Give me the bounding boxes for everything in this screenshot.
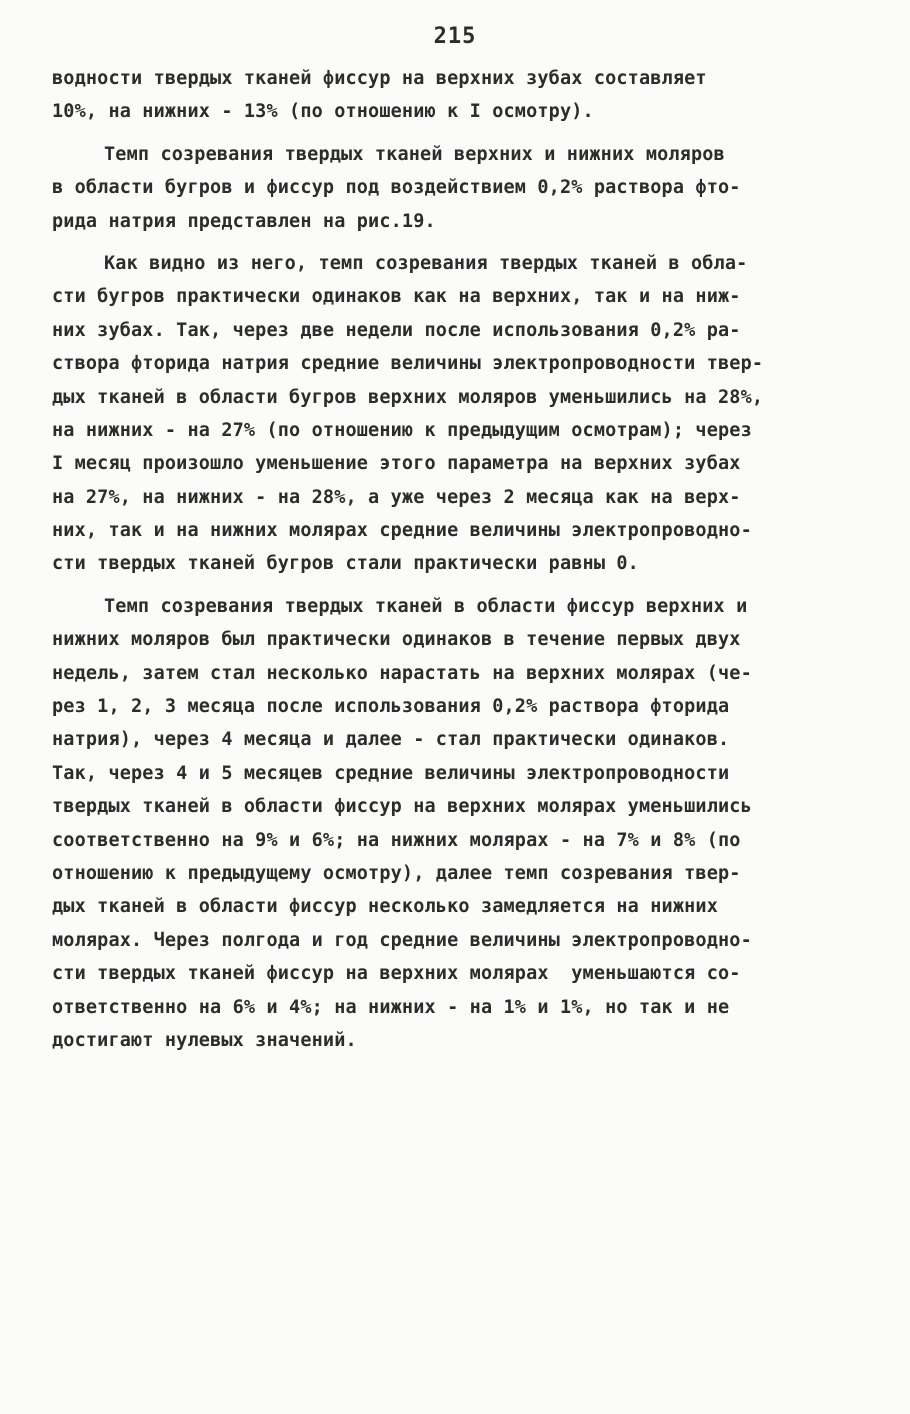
text-line: в области бугров и фиссур под воздействием 0,2% раствора фто-: [52, 177, 741, 199]
text-line: них зубах. Так, через две недели после использования 0,2% ра-: [52, 319, 741, 341]
text-line: водности твердых тканей фиссур на верхних зубах составляет: [52, 68, 707, 89]
text-line: на нижних - на 27% (по отношению к предыдущим осмотрам); через: [52, 419, 752, 441]
text-line: твердых тканей в области фиссур на верхних молярах уменьшились: [52, 796, 752, 818]
text-line: достигают нулевых значений.: [52, 1029, 357, 1051]
text-line: отношению к предыдущему осмотру), далее темп созревания твер-: [52, 862, 741, 884]
text-line: натрия), через 4 месяца и далее - стал практически одинаков.: [52, 729, 730, 751]
text-line: сти бугров практически одинаков как на верхних, так и на ниж-: [52, 286, 741, 308]
text-line: рида натрия представлен на рис.19.: [52, 210, 436, 232]
paragraph-gap: [52, 581, 862, 590]
text-line: недель, затем стал несколько нарастать на верхних молярах (че-: [52, 662, 752, 684]
text-line: дых тканей в области бугров верхних моляров уменьшились на 28%,: [52, 386, 764, 408]
text-line: Так, через 4 и 5 месяцев средние величины электропроводности: [52, 762, 730, 784]
body-text: [52, 62, 862, 1057]
text-line: на 27%, на нижних - на 28%, а уже через 2 месяца как на верх-: [52, 486, 741, 508]
text-line: сти твердых тканей бугров стали практически равны 0.: [52, 553, 639, 575]
text-line: молярах. Через полгода и год средние величины электропроводно-: [52, 929, 752, 951]
text-line: 10%, на нижних - 13% (по отношению к I осмотру).: [52, 101, 594, 123]
text-line: I месяц произошло уменьшение этого параметра на верхних зубах: [52, 453, 741, 475]
paragraph: [52, 590, 862, 1057]
text-line: соответственно на 9% и 6%; на нижних молярах - на 7% и 8% (по: [52, 829, 741, 851]
paragraph-gap: [52, 129, 862, 138]
text-line: дых тканей в области фиссур несколько замедляется на нижних: [52, 896, 718, 918]
text-line: створа фторида натрия средние величины электропроводности твер-: [52, 353, 764, 375]
text-line: ответственно на 6% и 4%; на нижних - на 1% и 1%, но так и не: [52, 996, 730, 1018]
page-number: 215: [433, 24, 477, 49]
text-line: нижних моляров был практически одинаков в течение первых двух: [52, 629, 741, 651]
paragraph-gap: [52, 238, 862, 247]
text-line: них, так и на нижних молярах средние величины электропроводно-: [52, 520, 752, 542]
paragraph: [52, 138, 862, 238]
text-line: Как видно из него, темп созревания твердых тканей в обла-: [104, 252, 748, 274]
paragraph: [52, 62, 862, 129]
text-line: Темп созревания твердых тканей верхних и нижних моляров: [104, 143, 725, 165]
paragraph: [52, 247, 862, 581]
text-line: Темп созревания твердых тканей в области фиссур верхних и: [104, 595, 748, 617]
text-line: рез 1, 2, 3 месяца после использования 0,2% раствора фторида: [52, 696, 730, 718]
text-line: сти твердых тканей фиссур на верхних молярах уменьшаются со-: [52, 963, 741, 985]
